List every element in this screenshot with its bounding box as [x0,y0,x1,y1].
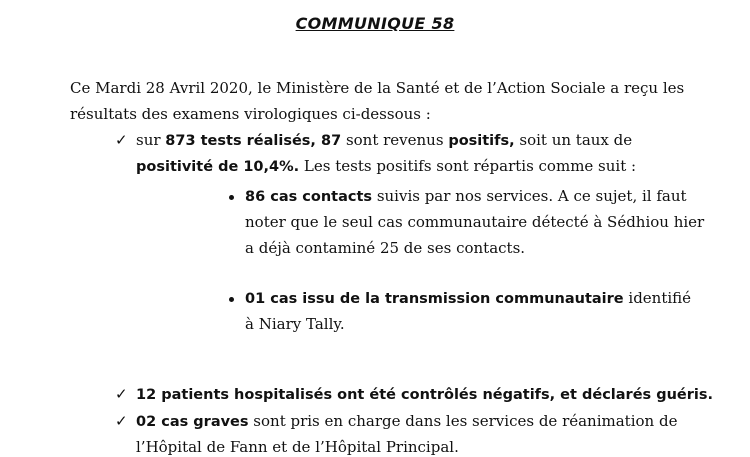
item-recovered [136,384,713,405]
recovered-text: 12 patients hospitalisés ont été contrôlés négatifs, et déclarés guéris. [136,387,713,403]
bullet-dot [229,195,234,200]
severe-cases: 02 cas graves [136,414,249,430]
text: identifié [623,289,692,307]
community-case: 01 cas issu de la transmission communautaire [245,291,624,307]
bullet-community-line-2: à Niary Tally. [245,315,345,333]
intro-line-1: Ce Mardi 28 Avril 2020, le Ministère de la Santé et de l’Action Sociale a reçu les [70,79,685,97]
positive-label: positifs, [448,133,515,149]
tests-count: 873 tests réalisés, 87 [165,133,342,149]
bullet-contacts-line-3: a déjà contaminé 25 de ses contacts. [245,239,526,257]
text: suivis par nos services. A ce sujet, il faut [372,187,687,205]
bullet-community-line-1 [245,288,691,309]
text: sont pris en charge dans les services de réanimation de [248,412,678,430]
item-tests-line-1 [136,130,632,151]
positivity-rate: positivité de 10,4%. [136,159,300,175]
check-mark-icon: ✓ [115,412,128,430]
contacts-count: 86 cas contacts [245,189,373,205]
text: sont revenus [341,131,449,149]
text: Les tests positifs sont répartis comme suit : [299,157,637,175]
check-mark-icon: ✓ [115,131,128,149]
item-severe-line-2: l’Hôpital de Fann et de l’Hôpital Principal. [136,438,459,456]
bullet-contacts-line-1 [245,186,687,207]
bullet-dot [229,297,234,302]
text: soit un taux de [514,131,633,149]
intro-line-2: résultats des examens virologiques ci-dessous : [70,105,431,123]
item-tests-line-2 [136,156,636,177]
item-severe-line-1 [136,411,677,432]
text: sur [136,131,166,149]
communique-title: COMMUNIQUE 58 [295,14,455,33]
bullet-contacts-line-2: noter que le seul cas communautaire détecté à Sédhiou hier [245,213,705,231]
check-mark-icon: ✓ [115,385,128,403]
